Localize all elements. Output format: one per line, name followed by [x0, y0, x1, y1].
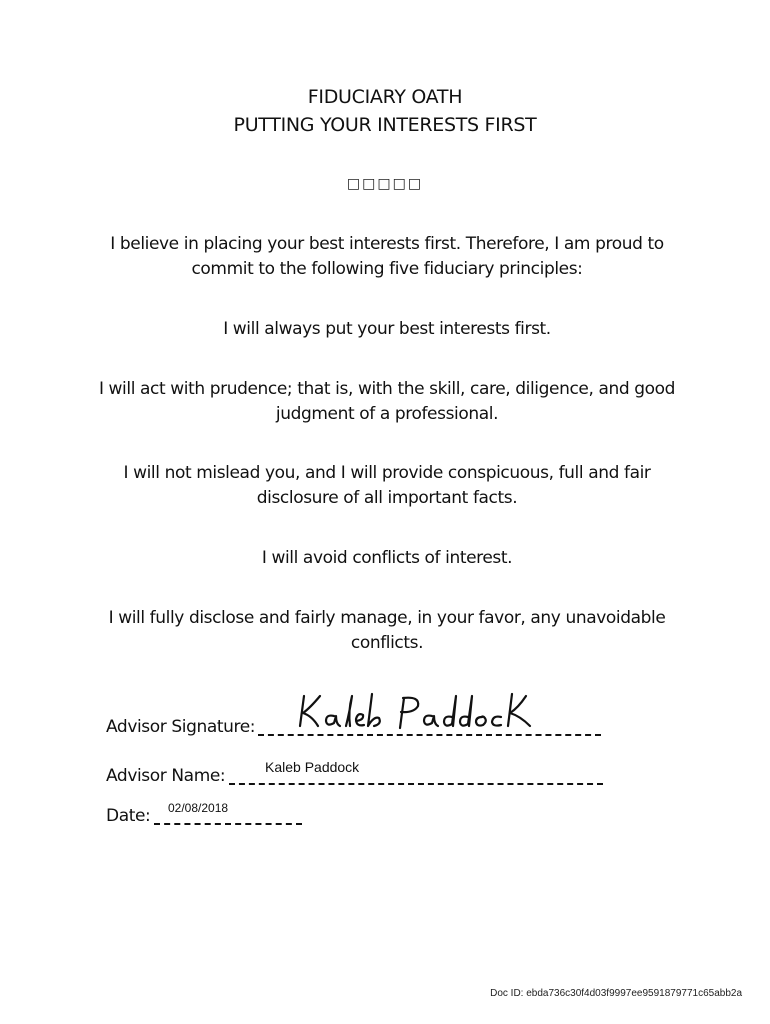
date-value[interactable]: 02/08/2018 [168, 801, 229, 815]
intro-paragraph: I believe in placing your best interests first. Therefore, I am proud to commit to the following five fiduciary principles: [110, 234, 664, 279]
signature-label: Advisor Signature: [106, 717, 256, 737]
advisor-name-value[interactable]: Kaleb Paddock [265, 759, 360, 775]
document-id: Doc ID: ebda736c30f4d03f9997ee9591879771c65abb2a [490, 988, 742, 999]
principle-5: I will fully disclose and fairly manage, in your favor, any unavoidable conflicts. [108, 608, 666, 653]
principle-1: I will always put your best interests first. [223, 319, 551, 339]
handwritten-signature [296, 686, 546, 736]
placeholder-glyphs: □□□□□ [346, 176, 424, 192]
advisor-name-line[interactable] [229, 783, 603, 785]
date-line[interactable] [154, 823, 302, 825]
document-subtitle: PUTTING YOUR INTERESTS FIRST [233, 114, 537, 136]
principle-2: I will act with prudence; that is, with the skill, care, diligence, and good judgment of a professional. [98, 379, 676, 424]
advisor-name-label: Advisor Name: [106, 766, 226, 786]
date-label: Date: [106, 806, 151, 826]
principle-3: I will not mislead you, and I will provide conspicuous, full and fair disclosure of all important facts. [123, 463, 651, 508]
principle-4: I will avoid conflicts of interest. [261, 548, 513, 568]
document-title: FIDUCIARY OATH [307, 86, 463, 108]
